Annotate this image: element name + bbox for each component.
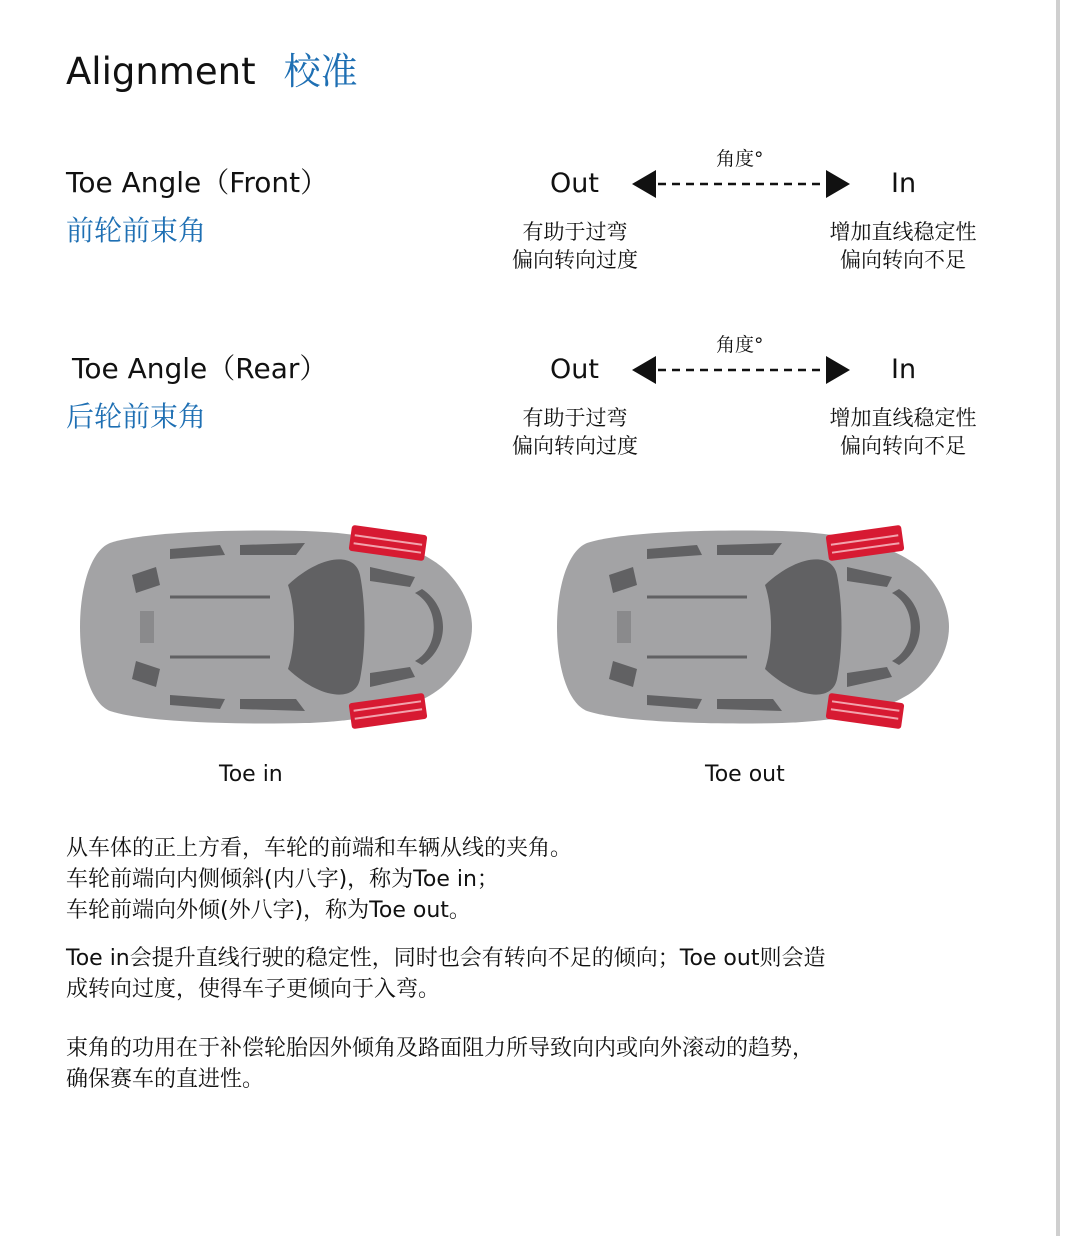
front-in-desc <box>818 218 988 274</box>
front-heading-zh: 前轮前束角 <box>66 214 207 247</box>
front-out-desc-line-1: 有助于过弯 <box>522 220 628 244</box>
right-edge-rule <box>1056 0 1060 1236</box>
toe-in-caption: Toe in <box>219 762 283 787</box>
paragraph-2-line-1: Toe in会提升直线行驶的稳定性，同时也会有转向不足的倾向；Toe out则会造 <box>66 946 826 971</box>
rear-out-desc-line-2: 偏向转向过度 <box>512 434 638 458</box>
front-in-desc-line-2: 偏向转向不足 <box>840 248 966 272</box>
rear-in-desc-line-2: 偏向转向不足 <box>840 434 966 458</box>
page-title <box>66 50 358 94</box>
paragraph-1-line-2: 车轮前端向内侧倾斜(内八字)，称为Toe in； <box>66 867 499 892</box>
front-out-desc <box>505 218 645 274</box>
front-out-label: Out <box>550 168 599 199</box>
rear-out-desc <box>505 404 645 460</box>
title-zh: 校准 <box>283 50 358 93</box>
rear-degree-arrow <box>632 354 850 386</box>
rear-out-desc-line-1: 有助于过弯 <box>522 406 628 430</box>
title-en: Alignment <box>66 50 256 93</box>
front-in-label: In <box>891 168 917 199</box>
rear-heading-zh: 后轮前束角 <box>66 400 207 433</box>
front-degree-arrow <box>632 168 850 200</box>
rear-in-desc-line-1: 增加直线稳定性 <box>829 406 977 430</box>
paragraph-3 <box>66 1033 814 1095</box>
paragraph-1-line-3: 车轮前端向外倾(外八字)，称为Toe out。 <box>66 898 471 923</box>
front-arrow-right-head <box>826 170 850 198</box>
toe-out-caption: Toe out <box>705 762 785 787</box>
front-heading-en: Toe Angle（Front） <box>66 166 329 199</box>
front-in-desc-line-1: 增加直线稳定性 <box>829 220 977 244</box>
paragraph-2-line-2: 成转向过度，使得车子更倾向于入弯。 <box>66 977 441 1002</box>
paragraph-1-line-1: 从车体的正上方看，车轮的前端和车辆从线的夹角。 <box>66 836 573 861</box>
rear-heading-en: Toe Angle（Rear） <box>72 352 328 385</box>
rear-in-label: In <box>891 354 917 385</box>
paragraph-1 <box>66 833 572 926</box>
paragraph-3-line-2: 确保赛车的直进性。 <box>66 1067 265 1092</box>
toe-out-car-illustration <box>547 515 957 740</box>
rear-out-label: Out <box>550 354 599 385</box>
rear-arrow-right-head <box>826 356 850 384</box>
paragraph-3-line-1: 束角的功用在于补偿轮胎因外倾角及路面阻力所导致向内或向外滚动的趋势， <box>66 1036 815 1061</box>
front-out-desc-line-2: 偏向转向过度 <box>512 248 638 272</box>
paragraph-2 <box>66 943 825 1005</box>
toe-out-car-body <box>557 531 949 724</box>
rear-degree-label: 角度° <box>716 334 764 356</box>
toe-in-car-illustration <box>70 515 480 740</box>
rear-arrow-left-head <box>632 356 656 384</box>
front-arrow-left-head <box>632 170 656 198</box>
rear-in-desc <box>818 404 988 460</box>
front-degree-label: 角度° <box>716 148 764 170</box>
